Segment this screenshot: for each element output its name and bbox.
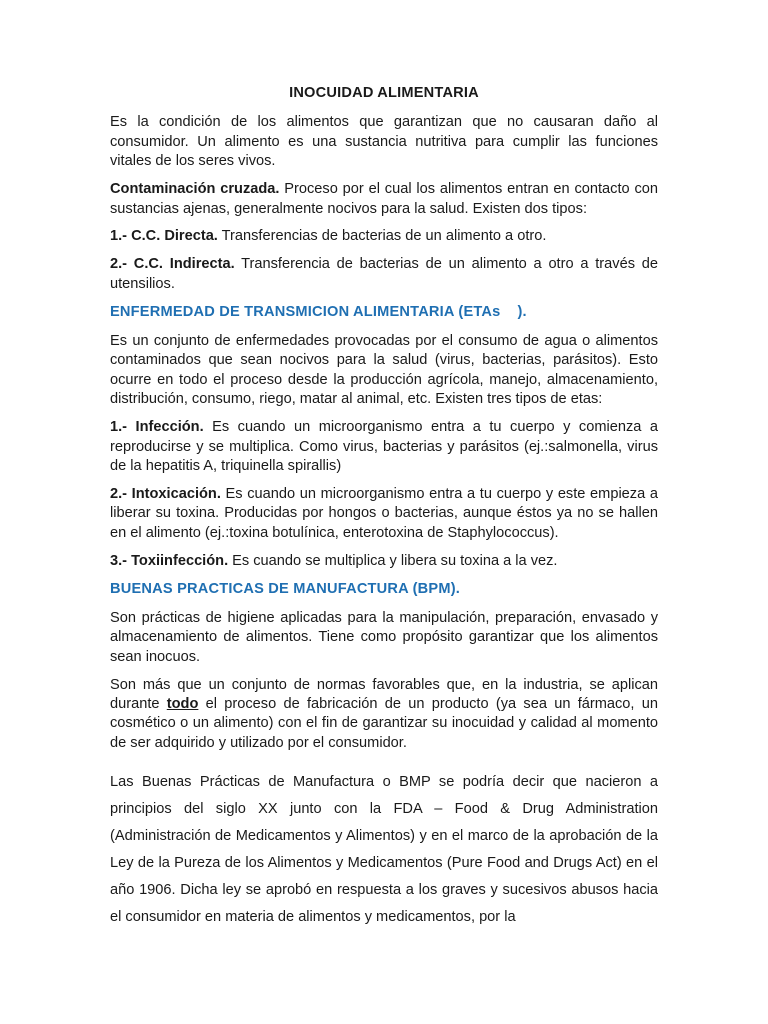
heading-bpm: BUENAS PRACTICAS DE MANUFACTURA (BPM). (110, 580, 461, 597)
text-toxiinfeccion: Es cuando se multiplica y libera su toxina a la vez. (228, 552, 558, 569)
term-infeccion: 1.- Infección. (110, 419, 204, 436)
paragraph-toxiinfeccion (110, 552, 658, 571)
text-cc-indirecta: Transferencia de bacterias de un alimento a otro a través de utensilios. (110, 256, 658, 292)
paragraph-bpm-definition: Son prácticas de higiene aplicadas para la manipulación, preparación, envasado y almacenamiento de alimentos. Tiene como propósito garantizar que los alimentos sean inocuos. (110, 609, 658, 665)
paragraph-infeccion (110, 418, 658, 476)
paragraph-cc-indirecta (110, 255, 658, 294)
term-toxiinfeccion: 3.- Toxiinfección. (110, 552, 229, 569)
term-cc-directa: 1.- C.C. Directa. (110, 228, 218, 245)
text-infeccion: Es cuando un microorganismo entra a tu cuerpo y comienza a reproducirse y se multiplica. Como virus, bacterias y parásitos (ej.:salmonella, virus de la hepatitis A, triquinella spirallis) (110, 419, 658, 474)
paragraph-etas: Es un conjunto de enfermedades provocadas por el consumo de agua o alimentos contaminados que sean nocivos para la salud (virus, bacterias, parásitos). Esto ocurre en todo el proceso desde la producción agrícola, manejo, almacenamiento, distribución, consumo, riego, matar al animal, etc. Existen tres tipos de etas: (110, 333, 658, 408)
text-bpm-normas-end: el proceso de fabricación de un producto (ya sea un fármaco, un cosmético o un alimento) con el fin de garantizar su inocuidad y calidad al momento de ser adquirido y utilizado por el consumidor. (110, 696, 658, 751)
term-contaminacion-cruzada: Contaminación cruzada. (110, 181, 280, 198)
paragraph-cc-directa (110, 227, 658, 246)
text-cc-directa: Transferencias de bacterias de un alimento a otro. (217, 228, 547, 245)
text-contaminacion-cruzada: Proceso por el cual los alimentos entran en contacto con sustancias ajenas, generalmente nocivos para la salud. Existen dos tipos: (110, 181, 658, 217)
text-intoxicacion: Es cuando un microorganismo entra a tu cuerpo y este empieza a liberar su toxina. Producidas por hongos o bacterias, aunque éstos ya no se hallen en el alimento (ej.:toxina botulínica, enterotoxina de Staphylococcus). (110, 485, 658, 541)
paragraph-intoxicacion (110, 485, 658, 543)
paragraph-definition: Es la condición de los alimentos que garantizan que no causaran daño al consumidor. Un alimento es una sustancia nutritiva para cumplir las funciones vitales de los seres vivos. (110, 114, 658, 170)
document-title: INOCUIDAD ALIMENTARIA (289, 85, 479, 101)
emphasis-todo: todo (166, 696, 199, 713)
term-intoxicacion: 2.- Intoxicación. (110, 485, 221, 502)
paragraph-contaminacion-cruzada (110, 180, 658, 219)
text-bpm-normas-start: Son más que un conjunto de normas favorables que, en la industria, se aplican durante (110, 676, 658, 713)
document-page (110, 84, 658, 940)
paragraph-bpm-normas (110, 676, 658, 754)
term-cc-indirecta: 2.- C.C. Indirecta. (110, 256, 235, 273)
paragraph-bpm-history: Las Buenas Prácticas de Manufactura o BMP se podría decir que nacieron a principios del siglo XX junto con la FDA – Food & Drug Administration (Administración de Medicamentos y Alimentos) y en el marco de la aprobación de la Ley de la Pureza de los Alimentos y Medicamentos (Pure Food and Drugs Act) en el año 1906. Dicha ley se aprobó en respuesta a los graves y sucesivos abusos hacia el consumidor en materia de alimentos y medicamentos, por la (110, 774, 658, 926)
heading-etas: ENFERMEDAD DE TRANSMICION ALIMENTARIA (ETAs ). (110, 303, 527, 320)
